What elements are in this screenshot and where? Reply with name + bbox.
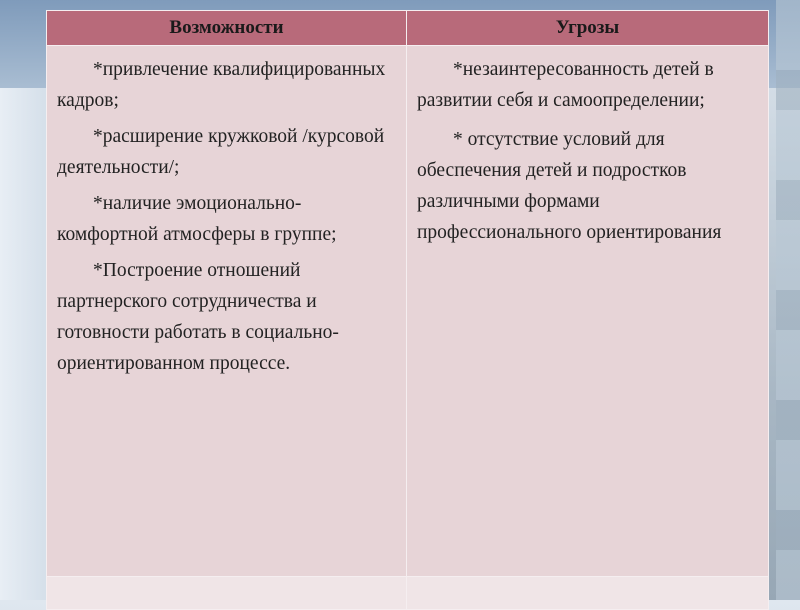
opportunity-item: *привлечение квалифицированных кадров; (57, 59, 386, 111)
opportunity-item: *наличие эмоционально-комфортной атмосферы в группе; (57, 193, 337, 245)
header-threats: Угрозы (407, 11, 769, 46)
threat-item: * отсутствие условий для обеспечения детей и подростков различными формами профессионального ориентирования (417, 129, 722, 243)
empty-cell-left (47, 577, 407, 610)
opportunity-item: *расширение кружковой /курсовой деятельности/; (57, 126, 385, 178)
table-row (47, 46, 769, 577)
opportunities-cell (47, 46, 407, 577)
empty-cell-right (407, 577, 769, 610)
table-row-empty (47, 577, 769, 610)
swot-table (46, 10, 769, 610)
threat-item: *незаинтересованность детей в развитии себя и самоопределении; (417, 59, 714, 111)
threats-cell (407, 46, 769, 577)
background-right-strip (776, 0, 800, 600)
header-opportunities: Возможности (47, 11, 407, 46)
opportunity-item: *Построение отношений партнерского сотрудничества и готовности работать в социально-ориентированном процессе. (57, 260, 339, 374)
table-header-row (47, 11, 769, 46)
